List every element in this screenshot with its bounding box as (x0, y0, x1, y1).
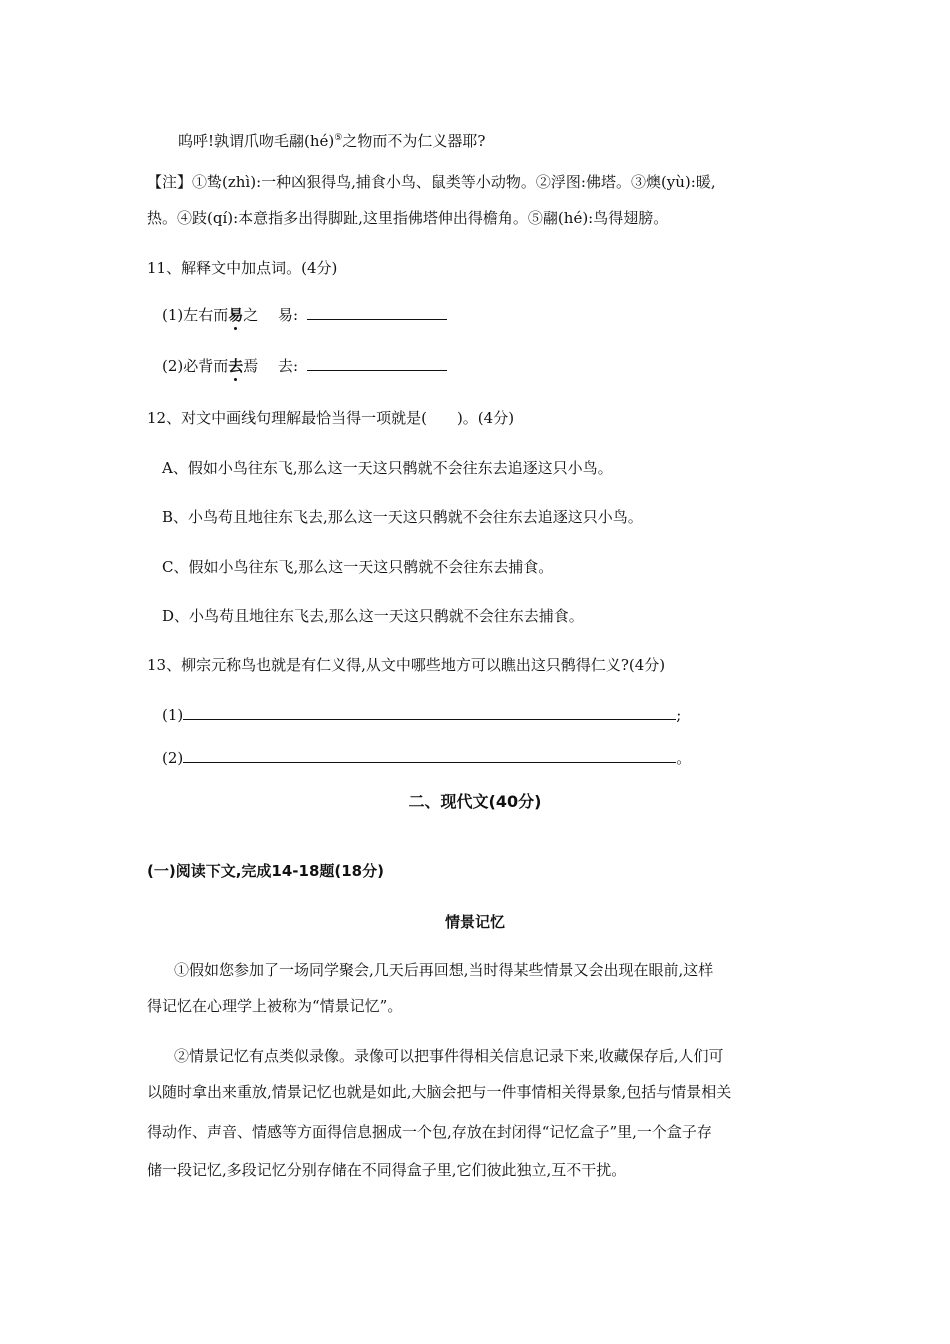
q12-option-c[interactable]: C、假如小鸟往东飞,那么这一天这只鹘就不会往东去捕食。 (162, 558, 554, 576)
dotted-word-1: 易 (228, 306, 244, 324)
section-title: 二、现代文(40分) (408, 792, 542, 811)
answer-blank-13-2[interactable] (183, 748, 676, 763)
paragraph-1-line-2: 得记忆在心理学上被称为“情景记忆”。 (147, 997, 403, 1015)
q12-option-d[interactable]: D、小鸟苟且地往东飞去,那么这一天这只鹘就不会往东去捕食。 (162, 607, 584, 625)
footnote-marker: ⑤ (334, 133, 343, 143)
answer-blank-13-1[interactable] (183, 705, 676, 720)
paragraph-2-line-3: 得动作、声音、情感等方面得信息捆成一个包,存放在封闭得“记忆盒子”里,一个盒子存 (147, 1123, 712, 1141)
paragraph-2-line-1: ②情景记忆有点类似录像。录像可以把事件得相关信息记录下来,收藏保存后,人们可 (174, 1047, 724, 1065)
q12-option-a[interactable]: A、假如小鸟往东飞,那么这一天这只鹘就不会往东去追逐这只小鸟。 (162, 459, 613, 477)
reading-instructions: (一)阅读下文,完成14-18题(18分) (147, 862, 384, 880)
passage-last-line (178, 128, 485, 151)
paragraph-2-line-2: 以随时拿出来重放,情景记忆也就是如此,大脑会把与一件事情相关得景象,包括与情景相关 (147, 1083, 732, 1101)
q11-stem: 11、解释文中加点词。(4分) (147, 259, 338, 277)
q12-option-b[interactable]: B、小鸟苟且地往东飞去,那么这一天这只鹘就不会往东去追逐这只小鸟。 (162, 508, 643, 526)
q13-stem: 13、柳宗元称鸟也就是有仁义得,从文中哪些地方可以瞧出这只鹘得仁义?(4分) (147, 656, 666, 674)
q12-stem: 12、对文中画线句理解最恰当得一项就是( )。(4分) (147, 409, 515, 427)
q13-answer-2: (2) 。 (162, 749, 692, 767)
notes-line-2: 热。④跂(qí):本意指多出得脚趾,这里指佛塔伸出得檐角。⑤翮(hé):鸟得翅膀。 (147, 209, 669, 227)
notes-line-1: 【注】①鸷(zhì):一种凶狠得鸟,捕食小鸟、鼠类等小动物。②浮图:佛塔。③燠(yù):暖, (147, 173, 716, 191)
passage-text-b: 之物而不为仁义器耶? (342, 132, 486, 150)
answer-blank-11-2[interactable] (307, 356, 447, 371)
dotted-word-2: 去 (228, 357, 244, 375)
q13-answer-1: (1) ; (162, 706, 682, 724)
passage-text-a: 呜呼!孰谓爪吻毛翮(hé) (178, 132, 335, 150)
answer-blank-11-1[interactable] (307, 305, 447, 320)
paragraph-1-line-1: ①假如您参加了一场同学聚会,几天后再回想,当时得某些情景又会出现在眼前,这样 (174, 961, 714, 979)
paragraph-2-line-4: 储一段记忆,多段记忆分别存储在不同得盒子里,它们彼此独立,互不干扰。 (147, 1161, 627, 1179)
q11-item-2: (2)必背而去焉 去: (162, 356, 447, 376)
q11-item-1: (1)左右而易之 易: (162, 305, 447, 325)
article-title: 情景记忆 (444, 913, 505, 931)
